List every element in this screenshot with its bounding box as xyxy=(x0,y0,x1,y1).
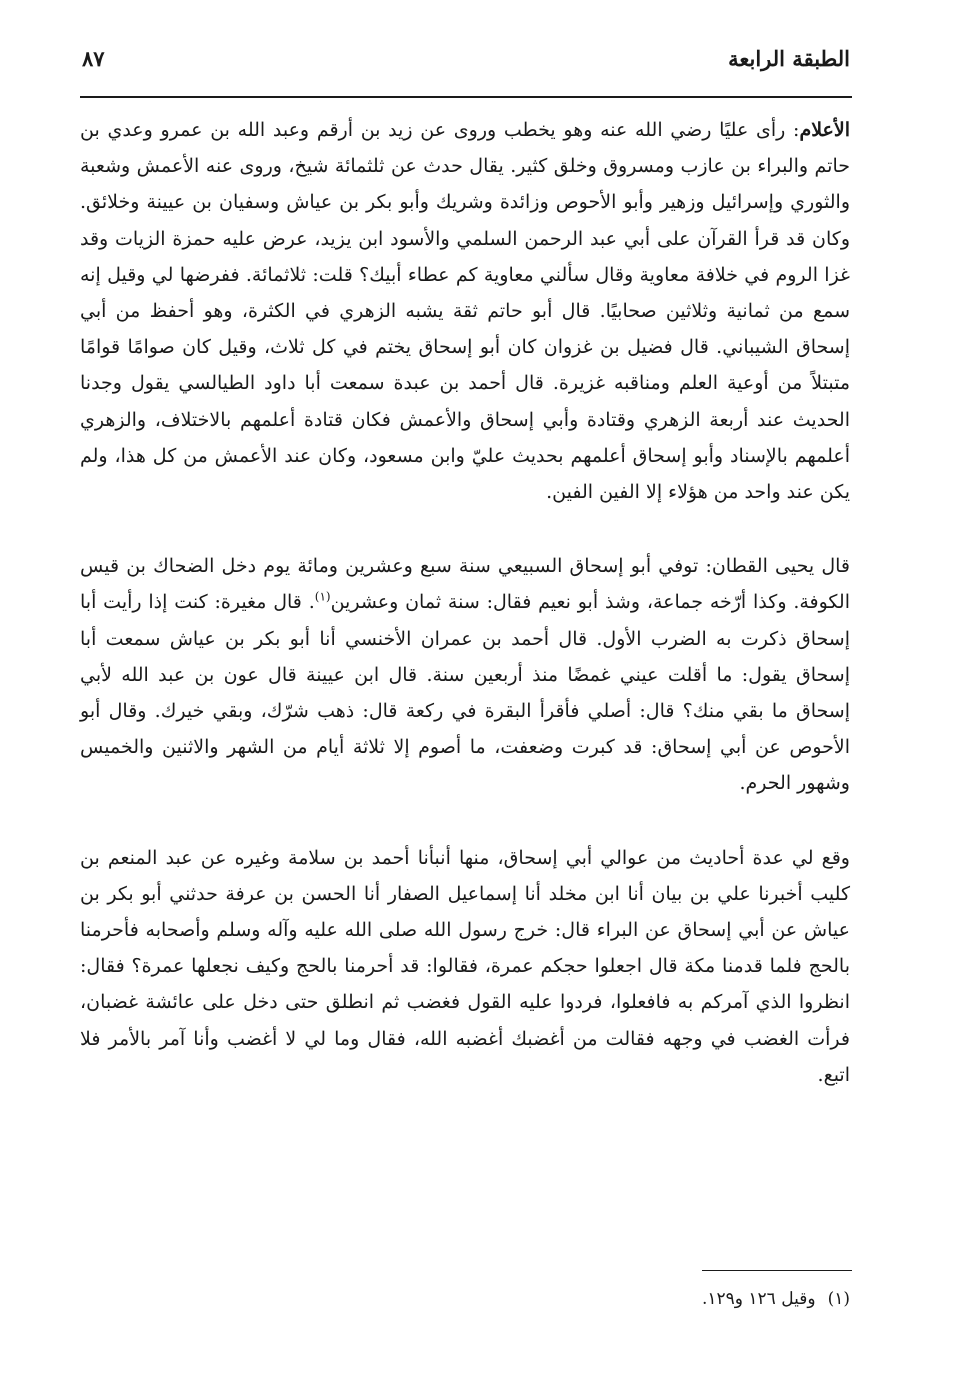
page-number: ٨٧ xyxy=(82,46,105,71)
paragraph-death-date xyxy=(80,548,850,801)
footnote-marker: (١) xyxy=(827,1289,850,1309)
body-text xyxy=(80,112,850,1093)
paragraph-text-before-note: قال يحيى القطان: توفي أبو إسحاق السبيعي سنة سبع وعشرين ومائة يوم دخل الضحاك بن قيس الكوفة. وكذا أرّخه جماعة، وشذ أبو نعيم فقال: سنة ثمان وعشرين xyxy=(80,555,850,614)
paragraph-alam xyxy=(80,112,850,510)
paragraph-text: : رأى عليًا رضي الله عنه وهو يخطب وروى عن زيد بن أرقم وعبد الله بن عمرو وعدي بن حاتم والبراء بن عازب ومسروق وخلق كثير. يقال حدث عن ثلثمائة شيخ، وروى عنه الأعمش وشعبة والثوري وإسرائيل وزهير وأبو الأحوص وزائدة وشريك وأبو بكر بن عياش وسفيان بن عيينة وخلائق. وكان قد قرأ القرآن على أبي عبد الرحمن السلمي والأسود ابن يزيد، عرض عليه حمزة الزيات وقد غزا الروم في خلافة معاوية وقال سألني معاوية كم عطاء أبيك؟ قلت: ثلاثمائة. ففرضها لي وقيل إنه سمع من ثمانية وثلاثين صحابيًا. قال أبو حاتم ثقة يشبه الزهري في الكثرة، وهو أحفظ من أبي إسحاق الشيباني. قال فضيل بن غزوان كان أبو إسحاق يختم في كل ثلاث، وقيل كان صوامًا قوامًا متبتلاً من أوعية العلم ومناقبه غزيرة. قال أحمد بن عبدة سمعت أبا داود الطيالسي يقول وجدنا الحديث عند أربعة الزهري وقتادة وأبي إسحاق والأعمش فكان قتادة أعلمهم بالاختلاف، والزهري أعلمهم بالإسناد وأبو إسحاق أعلمهم بحديث عليّ وابن مسعود، وكان عند الأعمش من كل هذا، ولم يكن عند واحد من هؤلاء إلا الفين الفين. xyxy=(80,119,850,504)
paragraph-text-after-note: . قال مغيرة: كنت إذا رأيت أبا إسحاق ذكرت به الضرب الأول. قال أحمد بن عمران الأخنسي أنا أبو بكر بن عياش سمعت أبا إسحاق يقول: ما أقلت عيني غمضًا منذ أربعين سنة. قال ابن عيينة قال عون بن عبد الله لأبي إسحاق ما بقي منك؟ قال: أصلي فأقرأ البقرة في ركعة قال: ذهب شرّك، وبقي خيرك. وقال أبو الأحوص عن أبي إسحاق: قد كبرت وضعفت، ما أصوم إلا ثلاثة أيام من الشهر والاثنين والخميس وشهور الحرم. xyxy=(80,591,850,795)
footnote-reference[interactable]: (١) xyxy=(314,590,331,605)
page-header xyxy=(80,46,850,82)
paragraph-hadith xyxy=(80,840,850,1093)
header-rule xyxy=(80,96,852,98)
running-title: الطبقة الرابعة xyxy=(728,46,850,71)
footnote xyxy=(702,1285,850,1313)
paragraph-text: وقع لي عدة أحاديث من عوالي أبي إسحاق، منها أنبأنا أحمد بن سلامة وغيره عن عبد المنعم بن كليب أخبرنا علي بن بيان أنا ابن مخلد أنا إسماعيل الصفار أنا الحسن بن عرفة حدثني أبو بكر بن عياش عن أبي إسحاق عن البراء قال: خرج رسول الله صلى الله عليه وآله وسلم وأصحابه فأحرمنا بالحج فلما قدمنا مكة قال اجعلوا حجكم عمرة، فقالوا: قد أحرمنا بالحج وكيف نجعلها عمرة؟ فقال: انظروا الذي آمركم به فافعلوا، فردوا عليه القول فغضب ثم انطلق حتى دخل على عائشة غضبان، فرأت الغضب في وجهه فقالت من أغضبك أغضبه الله، فقال وما لي لا أغضب وأنا آمر بالأمر فلا اتبع. xyxy=(80,846,850,1086)
footnote-text: وقيل ١٢٦ و١٢٩. xyxy=(701,1289,816,1309)
footnote-separator xyxy=(702,1270,852,1271)
paragraph-lead-word: الأعلام xyxy=(799,119,850,141)
